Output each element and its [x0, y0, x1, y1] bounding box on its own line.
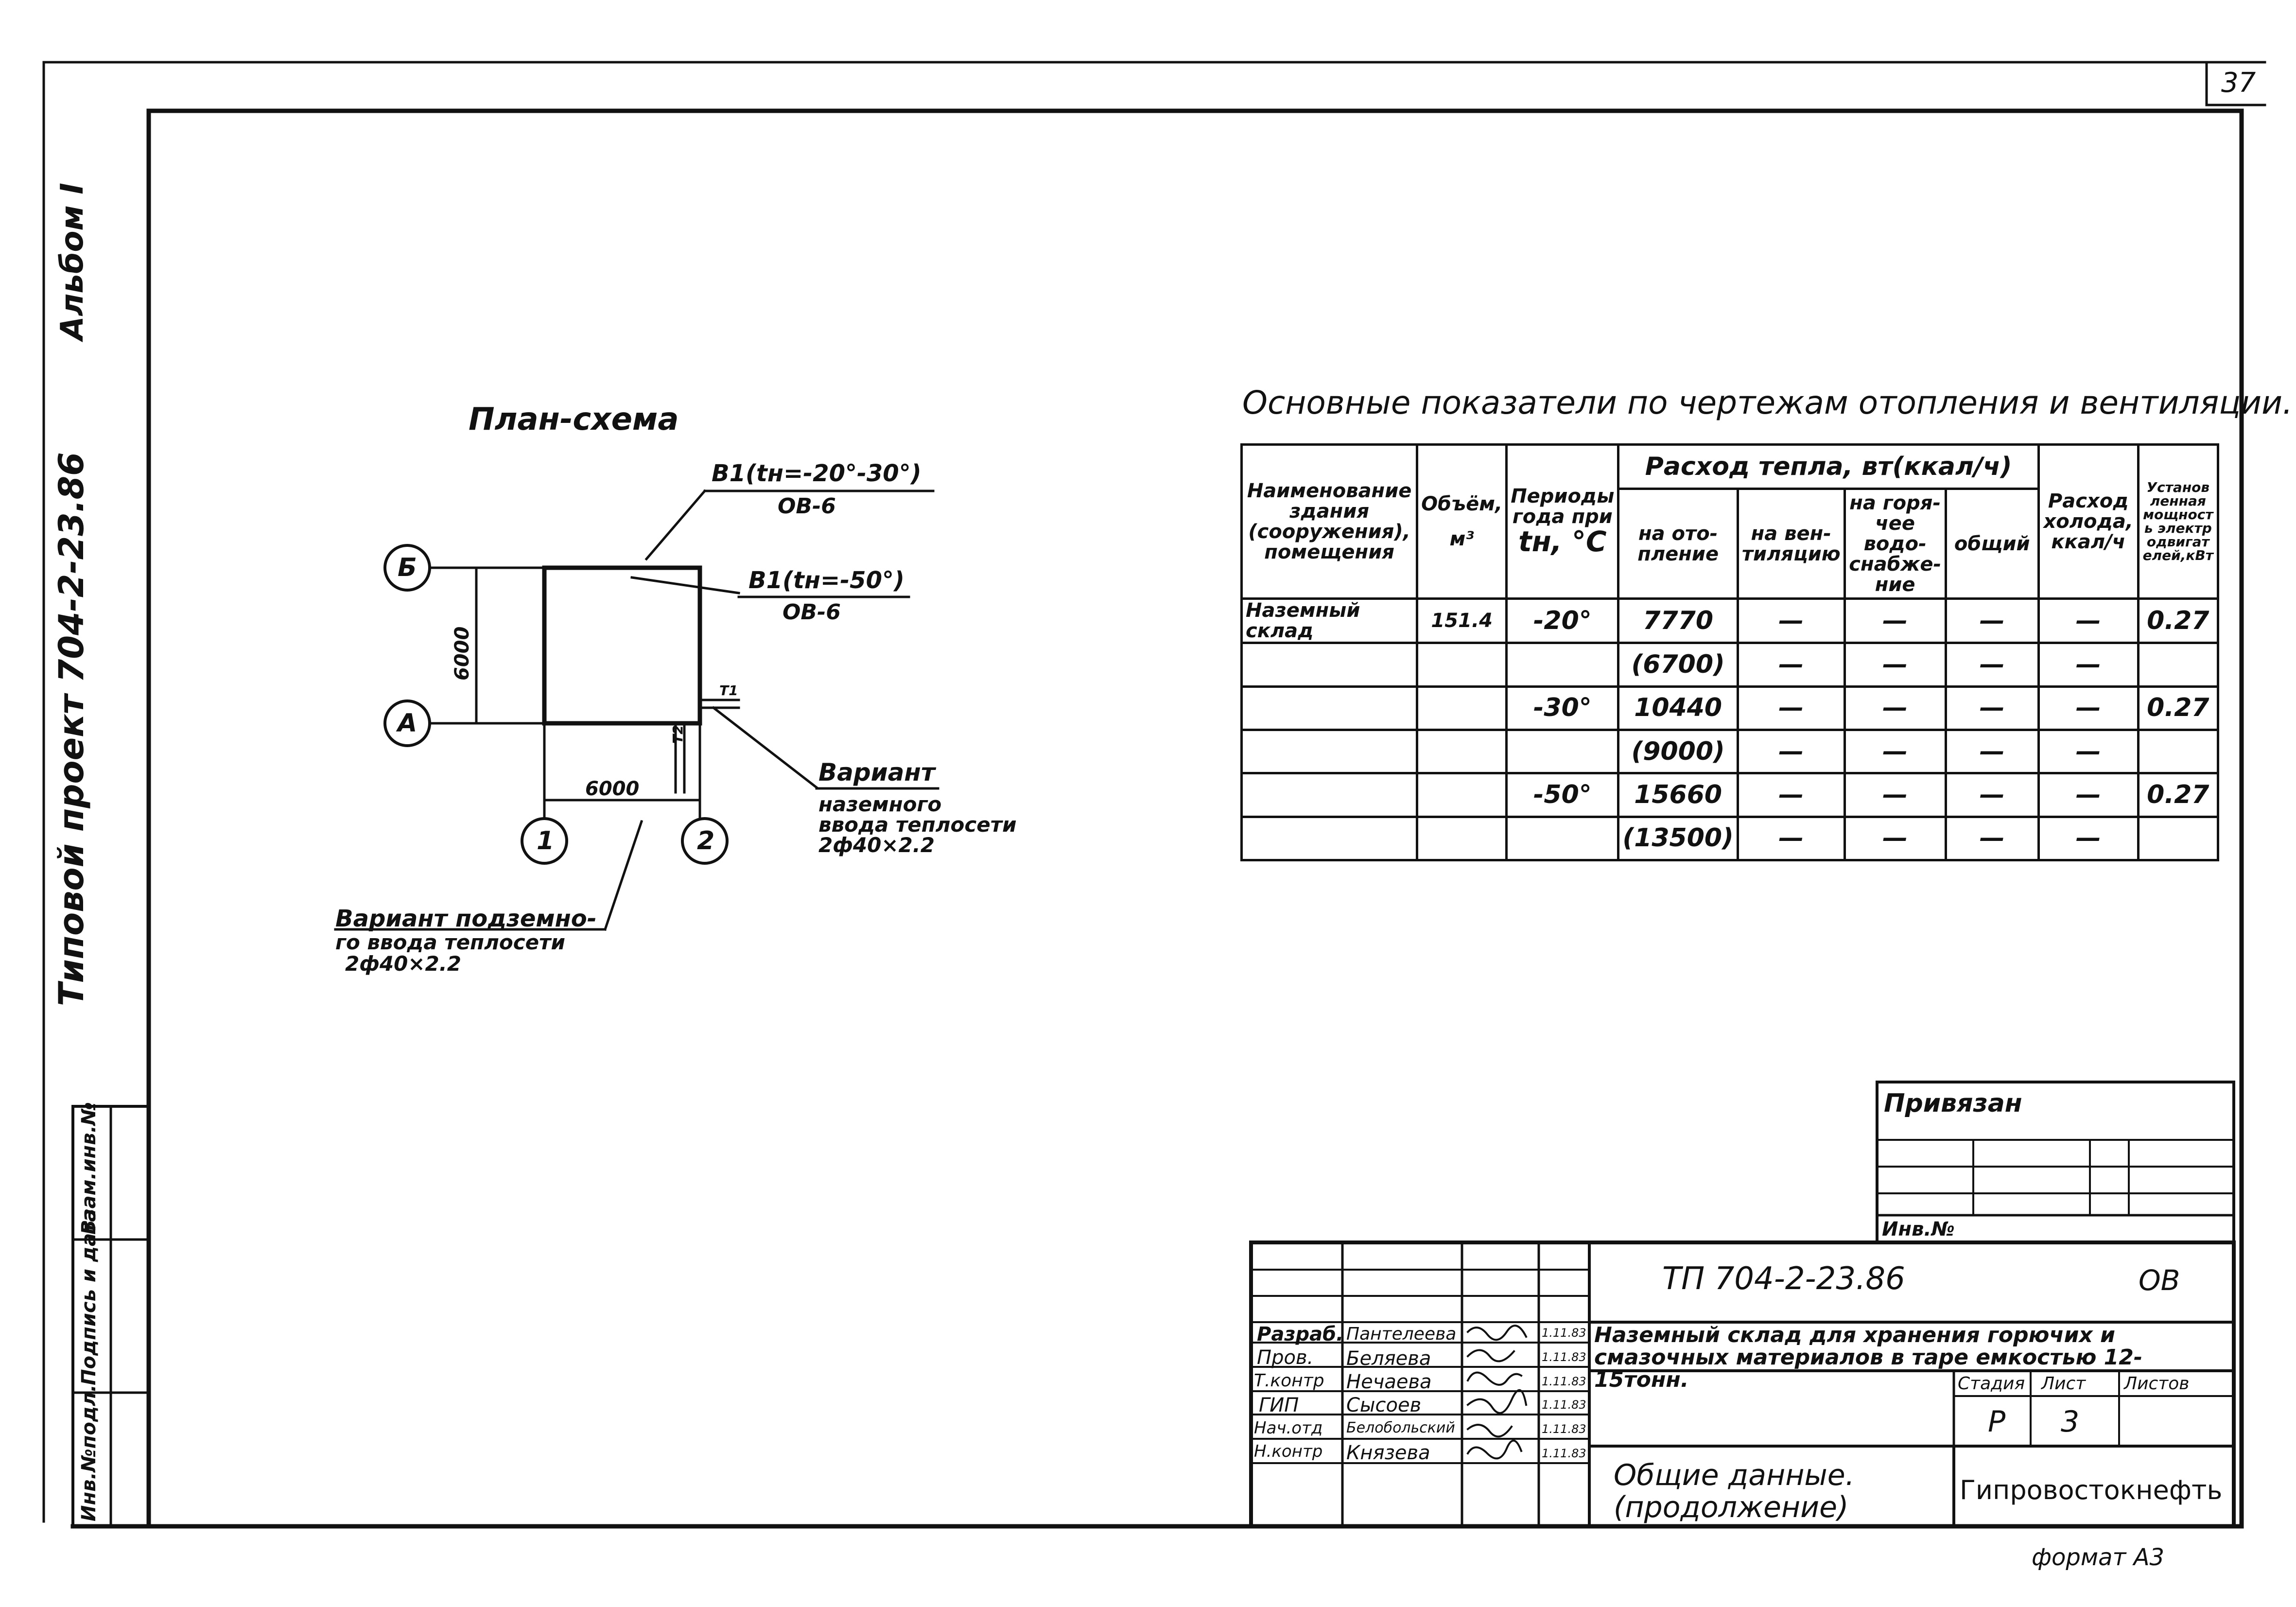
date-developer: 1.11.83: [1542, 1326, 1586, 1340]
cell-total: —: [1946, 598, 2038, 643]
cell-period: -20°: [1507, 598, 1618, 643]
cell-vent: —: [1738, 686, 1844, 730]
axis-b-label: Б: [398, 553, 417, 582]
variant-under-2: го ввода теплосети: [335, 930, 565, 954]
indicators-table: [1240, 443, 2219, 861]
variant-under-3: 2ф40×2.2: [345, 952, 461, 976]
cell-hot: —: [1844, 817, 1946, 860]
label-t1: Т1: [719, 682, 738, 699]
replace-inv-label: Взам.инв.№: [78, 1102, 100, 1235]
date-gip: 1.11.83: [1542, 1398, 1586, 1412]
cell-power: 0.27: [2138, 686, 2218, 730]
header-power: Установленная мощность электродвигателей,кВт: [2138, 445, 2218, 599]
name-dept-head: Белобольский: [1346, 1419, 1455, 1436]
cell-cold: —: [2038, 773, 2138, 817]
table-row: [1242, 598, 2218, 643]
header-cold: Расход холода, ккал/ч: [2038, 445, 2138, 599]
cell-heating: 7770: [1618, 598, 1738, 643]
cell-vent: —: [1738, 773, 1844, 817]
sheets-label: Листов: [2124, 1374, 2190, 1394]
variant-ground-4: 2ф40×2.2: [818, 833, 935, 857]
doc-code: ТП 704-2-23.86: [1662, 1261, 1905, 1297]
cell-hot: —: [1844, 598, 1946, 643]
name-tech-control: Нечаева: [1346, 1371, 1432, 1393]
cell-volume: [1417, 643, 1507, 686]
sheet-label: Лист: [2041, 1374, 2086, 1394]
sheet-value: 3: [2061, 1405, 2080, 1439]
signature-date-label: Подпись и дата: [78, 1208, 100, 1385]
organization: Гипровостокнефть: [1960, 1475, 2223, 1505]
project-label: Типовой проект 704-2-23.86: [52, 452, 91, 1006]
header-periods: [1507, 445, 1618, 599]
axis-1-label: 1: [537, 826, 555, 856]
cell-name: [1242, 643, 1417, 686]
inv-label: Инв.№: [1882, 1218, 1955, 1240]
header-periods-label: Периоды года при: [1511, 485, 1615, 528]
cell-power: [2138, 730, 2218, 773]
cell-volume: [1417, 686, 1507, 730]
role-dept-head: Нач.отд: [1254, 1418, 1323, 1438]
privyazan-label: Привязан: [1884, 1089, 2022, 1118]
header-hot-water: на горя-чее водо-снабже-ние: [1844, 489, 1946, 598]
role-developer: Разраб.: [1257, 1323, 1344, 1345]
cell-name: [1242, 773, 1417, 817]
cell-heating: (13500): [1618, 817, 1738, 860]
name-checker: Беляева: [1346, 1347, 1431, 1370]
cell-vent: —: [1738, 817, 1844, 860]
cell-total: —: [1946, 817, 2038, 860]
table-row: [1242, 643, 2218, 686]
label-b1-mid: В1(tн=-50°): [748, 567, 904, 594]
role-norm-control: Н.контр: [1254, 1442, 1323, 1461]
role-checker: Пров.: [1257, 1346, 1314, 1369]
header-heat-group: Расход тепла, вт(ккал/ч): [1618, 445, 2038, 489]
cell-cold: —: [2038, 598, 2138, 643]
header-volume-label: Объём,: [1421, 492, 1503, 515]
cell-name: [1242, 817, 1417, 860]
header-volume-unit: м³: [1449, 527, 1474, 550]
role-tech-control: Т.контр: [1254, 1371, 1324, 1391]
format-label: формат А3: [2032, 1544, 2165, 1571]
plan-title: План-схема: [469, 402, 679, 437]
cell-hot: —: [1844, 643, 1946, 686]
page-number: 37: [2221, 67, 2256, 99]
variant-ground-3: ввода теплосети: [818, 813, 1017, 837]
dim-horizontal: 6000: [585, 778, 640, 800]
album-label: Альбом I: [54, 183, 90, 340]
header-heating: на ото-пление: [1618, 489, 1738, 598]
stage-label: Стадия: [1958, 1374, 2025, 1394]
cell-heating: 15660: [1618, 773, 1738, 817]
cell-period: [1507, 643, 1618, 686]
cell-period: -30°: [1507, 686, 1618, 730]
date-tech-control: 1.11.83: [1542, 1375, 1586, 1388]
doc-description: Наземный склад для хранения горючих и смазочных материалов в таре емкостью 12-15тонн.: [1594, 1323, 2143, 1393]
date-checker: 1.11.83: [1542, 1350, 1586, 1364]
variant-ground-2: наземного: [818, 792, 942, 816]
table-row: [1242, 773, 2218, 817]
name-norm-control: Князева: [1346, 1442, 1430, 1464]
cell-hot: —: [1844, 730, 1946, 773]
variant-under-1: Вариант подземно-: [335, 905, 597, 932]
axis-a-label: А: [398, 709, 417, 738]
cell-vent: —: [1738, 643, 1844, 686]
cell-volume: [1417, 773, 1507, 817]
label-b1-mid-ov: ОВ-6: [783, 600, 841, 625]
cell-vent: —: [1738, 598, 1844, 643]
axis-2-label: 2: [697, 826, 715, 856]
cell-period: -50°: [1507, 773, 1618, 817]
cell-heating: 10440: [1618, 686, 1738, 730]
cell-cold: —: [2038, 686, 2138, 730]
header-ventilation: на вен-тиляцию: [1738, 489, 1844, 598]
role-gip: ГИП: [1259, 1394, 1299, 1416]
cell-cold: —: [2038, 817, 2138, 860]
cell-total: —: [1946, 686, 2038, 730]
cell-total: —: [1946, 773, 2038, 817]
table-row: [1242, 686, 2218, 730]
cell-volume: 151.4: [1417, 598, 1507, 643]
cell-hot: —: [1844, 686, 1946, 730]
cell-power: [2138, 643, 2218, 686]
cell-vent: —: [1738, 730, 1844, 773]
cell-heating: (6700): [1618, 643, 1738, 686]
cell-cold: —: [2038, 643, 2138, 686]
date-norm-control: 1.11.83: [1542, 1447, 1586, 1460]
header-volume: [1417, 445, 1507, 599]
cell-period: [1507, 730, 1618, 773]
cell-name: [1242, 686, 1417, 730]
table-row: [1242, 817, 2218, 860]
cell-name: Наземный склад: [1242, 598, 1417, 643]
cell-total: —: [1946, 730, 2038, 773]
cell-power: 0.27: [2138, 598, 2218, 643]
cell-total: —: [1946, 643, 2038, 686]
header-name: Наименование здания (сооружения), помещения: [1242, 445, 1417, 599]
stage-value: Р: [1988, 1405, 2006, 1439]
cell-heating: (9000): [1618, 730, 1738, 773]
cell-volume: [1417, 817, 1507, 860]
sheet-title-1: Общие данные.: [1614, 1458, 1855, 1492]
name-gip: Сысоев: [1346, 1394, 1422, 1416]
table-row: [1242, 730, 2218, 773]
cell-name: [1242, 730, 1417, 773]
label-b1-top-ov: ОВ-6: [778, 494, 836, 519]
inv-no-label: Инв.№подл.: [78, 1384, 100, 1521]
cell-power: [2138, 817, 2218, 860]
cell-power: 0.27: [2138, 773, 2218, 817]
variant-ground-1: Вариант: [818, 758, 935, 786]
cell-volume: [1417, 730, 1507, 773]
doc-mark: ОВ: [2139, 1264, 2180, 1297]
cell-hot: —: [1844, 773, 1946, 817]
label-b1-top: В1(tн=-20°-30°): [712, 460, 922, 487]
header-total: общий: [1946, 489, 2038, 598]
sheet-title-2: (продолжение): [1614, 1490, 1849, 1524]
name-developer: Пантелеева: [1346, 1324, 1457, 1344]
cell-cold: —: [2038, 730, 2138, 773]
dim-vertical: 6000: [451, 626, 473, 681]
cell-period: [1507, 817, 1618, 860]
table-title: Основные показатели по чертежам отопления и вентиляции.: [1242, 384, 2293, 421]
label-t2: Т2: [670, 725, 686, 744]
date-dept-head: 1.11.83: [1542, 1422, 1586, 1436]
header-periods-unit: tн, °С: [1518, 525, 1607, 559]
